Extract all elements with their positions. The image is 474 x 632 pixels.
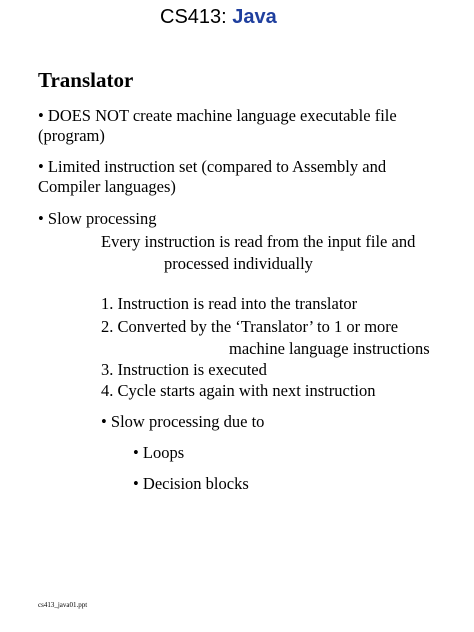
step-3: 3. Instruction is executed xyxy=(101,360,267,379)
step-2: 2. Converted by the ‘Translator’ to 1 or more xyxy=(101,317,399,336)
slow-detail-line-1: Every instruction is read from the input file and xyxy=(101,232,416,251)
course-topic: Java xyxy=(232,6,277,28)
bullet-2-line-1: • Limited instruction set (compared to Assembly and xyxy=(38,157,387,176)
slide-title: Translator xyxy=(38,68,134,92)
step-1: 1. Instruction is read into the translator xyxy=(101,294,358,313)
step-4: 4. Cycle starts again with next instruction xyxy=(101,381,376,400)
slow-due-item-loops: • Loops xyxy=(133,443,185,462)
slide-footer: cs413_java01.ppt xyxy=(38,601,88,609)
slow-detail-line-2: processed individually xyxy=(164,254,313,273)
bullet-1-line-1: • DOES NOT create machine language executable file xyxy=(38,106,397,125)
step-2-continued: machine language instructions xyxy=(229,339,430,358)
bullet-1-line-2: (program) xyxy=(38,126,105,145)
bullet-3-line-1: • Slow processing xyxy=(38,209,157,228)
course-code: CS413: xyxy=(160,6,227,28)
bullet-2-line-2: Compiler languages) xyxy=(38,177,176,196)
slow-due-label: • Slow processing due to xyxy=(101,412,265,431)
slide-header xyxy=(160,6,277,29)
slow-due-item-decision: • Decision blocks xyxy=(133,474,249,493)
